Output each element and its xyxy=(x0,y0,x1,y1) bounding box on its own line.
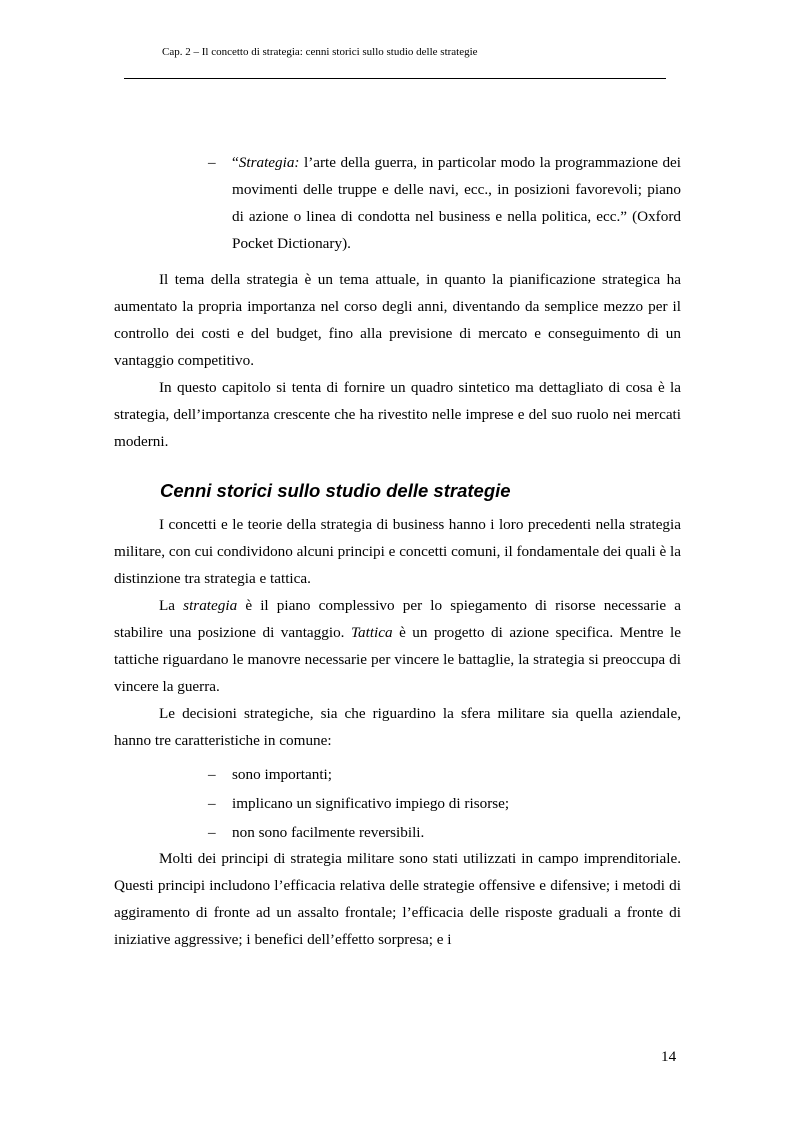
section-heading: Cenni storici sullo studio delle strategie xyxy=(160,480,511,501)
list-item: – sono importanti; xyxy=(208,766,332,783)
term-strategia: strategia xyxy=(183,597,238,614)
page-number: 14 xyxy=(661,1048,677,1065)
term-tattica: Tattica xyxy=(350,624,393,641)
paragraph-5: Le decisioni strategiche, sia che riguardino la sfera militare sia quella aziendale, hanno tre caratteristiche in comune: xyxy=(114,705,681,749)
section-paragraphs-a xyxy=(114,511,681,754)
list-item: – implicano un significativo impiego di risorse; xyxy=(208,795,510,812)
paragraph-6: Molti dei principi di strategia militare sono stati utilizzati in campo imprenditoriale. Questi principi includono l’efficacia relativa delle strategie offensive e difensive; i metodi di aggiramento di fronte ad un assalto frontale; l’efficacia delle risposte graduali a fronte di iniziative aggressive; i benefici dell’effetto sorpresa; e i xyxy=(114,850,681,948)
list-item: – non sono facilmente reversibili. xyxy=(208,824,425,841)
paragraph-2: In questo capitolo si tenta di fornire un quadro sintetico ma dettagliato di cosa è la strategia, dell’importanza crescente che ha rivestito nelle imprese e del suo ruolo nei mercati moderni. xyxy=(114,379,681,450)
quote-term: Strategia: xyxy=(238,154,300,171)
intro-paragraphs xyxy=(114,266,681,455)
running-header: Cap. 2 – Il concetto di strategia: cenni storici sullo studio delle strategie xyxy=(162,46,478,58)
paragraph-4: La strategia è il piano complessivo per lo spiegamento di risorse necessarie a stabilire una posizione di vantaggio. Tattica è un progetto di azione specifica. Mentre le tattiche riguardano le manovre necessarie per vincere le battaglie, la strategia si preoccupa di vincere la guerra. xyxy=(114,597,681,695)
section-paragraphs-b xyxy=(114,845,681,953)
paragraph-3: I concetti e le teorie della strategia di business hanno i loro precedenti nella strategia militare, con cui condividono alcuni principi e concetti comuni, il fondamentale dei quali è la distinzione tra strategia e tattica. xyxy=(114,516,681,587)
dictionary-quote xyxy=(208,149,681,257)
header-rule xyxy=(124,78,666,79)
quote-dash: – xyxy=(208,154,216,171)
quote-text: l’arte della guerra, in particolar modo la programmazione dei movimenti delle truppe e delle navi, ecc., in posizioni favorevoli; piano di azione o linea di condotta nel business e nella politica, ecc.” (Oxford Pocket Dictionary). xyxy=(232,154,681,252)
paragraph-1: Il tema della strategia è un tema attuale, in quanto la pianificazione strategica ha aumentato la propria importanza nel corso degli anni, diventando da semplice mezzo per il controllo dei costi e del budget, fino alla previsione di mercato e conseguimento di un vantaggio competitivo. xyxy=(114,271,681,369)
quote-open-mark: “ xyxy=(232,154,239,171)
